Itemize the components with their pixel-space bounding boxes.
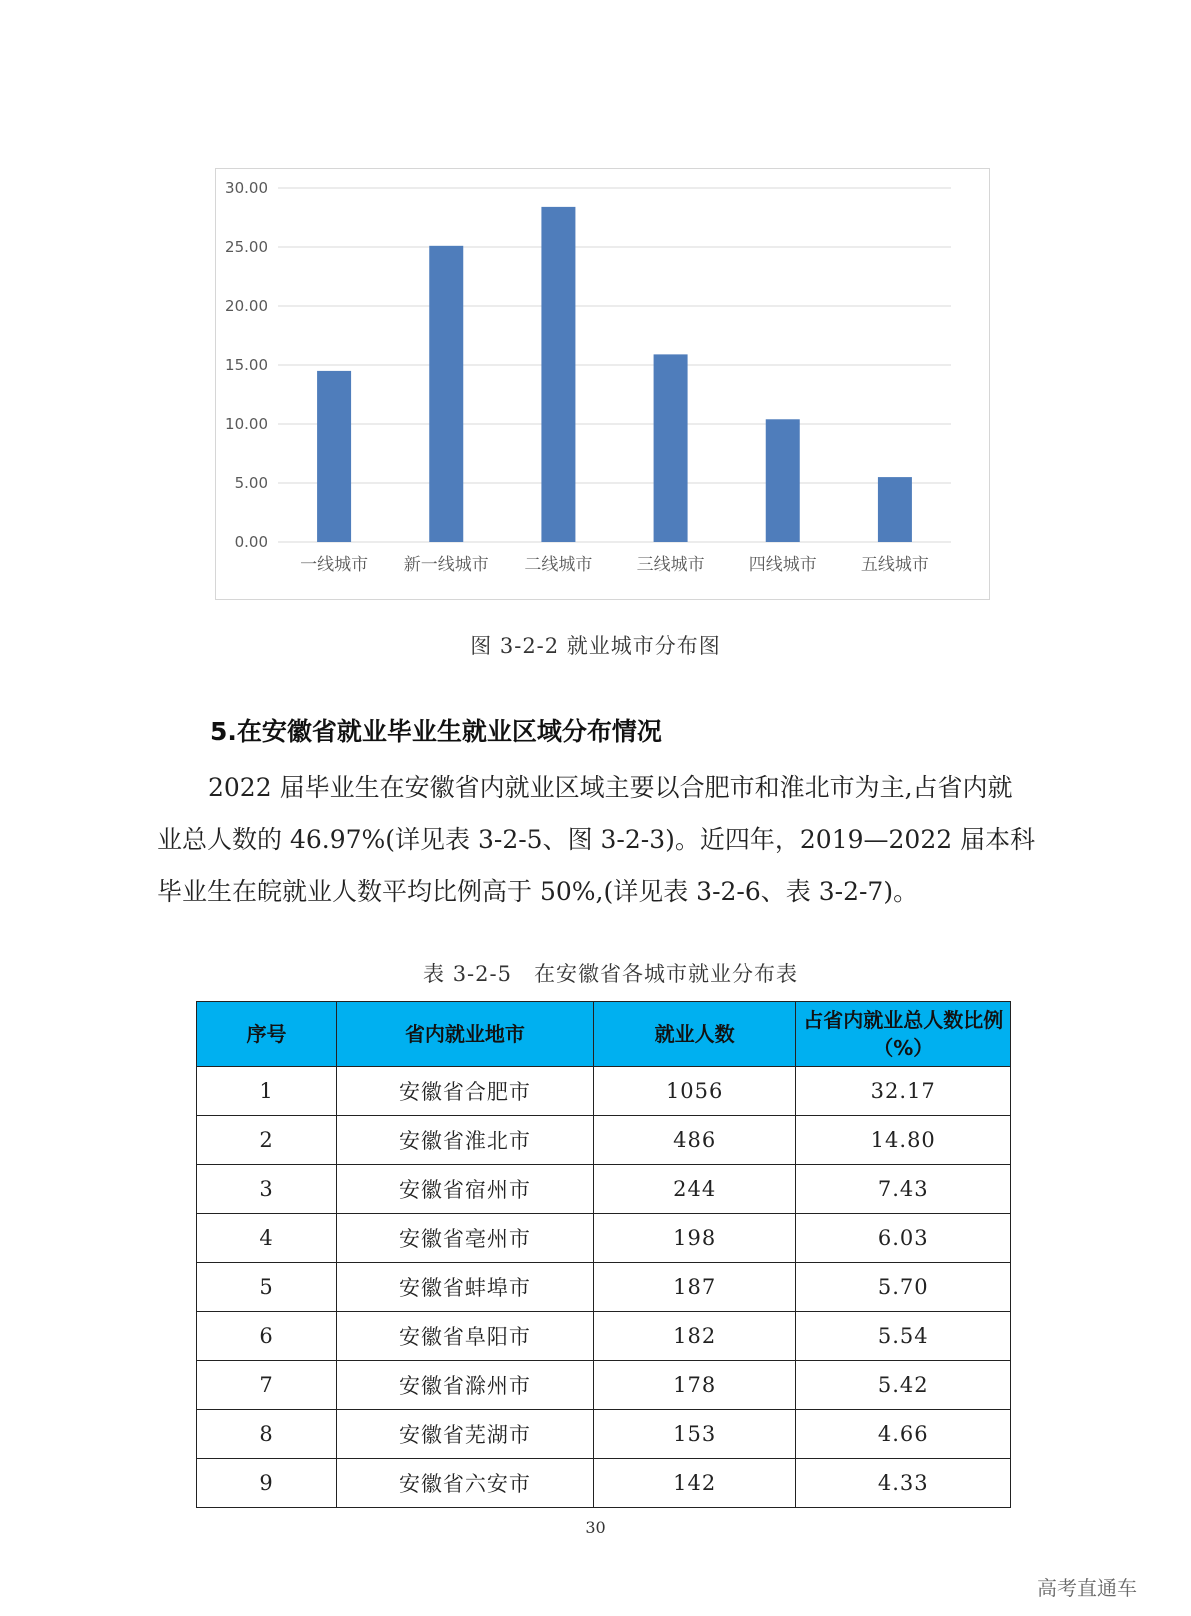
table-row xyxy=(197,1116,1011,1165)
cell-index: 6 xyxy=(197,1312,337,1361)
page-number: 30 xyxy=(585,1518,606,1537)
cell-city: 安徽省芜湖市 xyxy=(337,1410,594,1459)
table-row xyxy=(197,1361,1011,1410)
bar-chart xyxy=(215,168,990,600)
body-paragraph: 2022 届毕业生在安徽省内就业区域主要以合肥市和淮北市为主,占省内就业总人数的 46.97%(详见表 3-2-5、图 3-2-3)。近四年，2019—2022 届本科毕业生在皖就业人数平均比例高于 50%,(详见表 3-2-6、表 3-2-7)。 xyxy=(157,773,1036,906)
cell-index: 8 xyxy=(197,1410,337,1459)
header-ratio: 占省内就业总人数比例（%） xyxy=(796,1002,1011,1067)
cell-count: 1056 xyxy=(593,1067,796,1116)
cell-ratio: 4.66 xyxy=(796,1410,1011,1459)
distribution-table xyxy=(196,1001,1011,1508)
cell-count: 244 xyxy=(593,1165,796,1214)
cell-ratio: 14.80 xyxy=(796,1116,1011,1165)
table-row xyxy=(197,1312,1011,1361)
bar xyxy=(766,419,800,542)
cell-index: 9 xyxy=(197,1459,337,1508)
table-row xyxy=(197,1263,1011,1312)
x-category-label: 四线城市 xyxy=(748,555,817,575)
cell-ratio: 7.43 xyxy=(796,1165,1011,1214)
cell-count: 198 xyxy=(593,1214,796,1263)
cell-city: 安徽省蚌埠市 xyxy=(337,1263,594,1312)
cell-ratio: 5.42 xyxy=(796,1361,1011,1410)
watermark: 高考直通车 xyxy=(1037,1576,1137,1600)
table-header-row xyxy=(197,1002,1011,1067)
header-index: 序号 xyxy=(197,1002,337,1067)
x-category-label: 一线城市 xyxy=(300,555,369,575)
y-tick-label: 0.00 xyxy=(234,533,268,551)
cell-ratio: 32.17 xyxy=(796,1067,1011,1116)
cell-ratio: 5.54 xyxy=(796,1312,1011,1361)
cell-count: 187 xyxy=(593,1263,796,1312)
x-category-label: 三线城市 xyxy=(636,555,705,575)
section-heading: 5.在安徽省就业毕业生就业区域分布情况 xyxy=(210,717,662,746)
table-caption: 表 3-2-5 在安徽省各城市就业分布表 xyxy=(423,962,798,986)
bar xyxy=(541,207,575,542)
table-row xyxy=(197,1165,1011,1214)
table-row xyxy=(197,1459,1011,1508)
cell-index: 4 xyxy=(197,1214,337,1263)
x-category-label: 新一线城市 xyxy=(403,555,489,575)
y-tick-label: 25.00 xyxy=(225,238,268,256)
cell-city: 安徽省亳州市 xyxy=(337,1214,594,1263)
cell-count: 182 xyxy=(593,1312,796,1361)
y-tick-label: 20.00 xyxy=(225,297,268,315)
figure-caption: 图 3-2-2 就业城市分布图 xyxy=(470,634,721,658)
chart-svg xyxy=(216,169,991,601)
cell-ratio: 5.70 xyxy=(796,1263,1011,1312)
bar xyxy=(429,246,463,542)
bar xyxy=(317,371,351,542)
cell-city: 安徽省滁州市 xyxy=(337,1361,594,1410)
bar xyxy=(878,477,912,542)
y-tick-label: 30.00 xyxy=(225,179,268,197)
cell-count: 153 xyxy=(593,1410,796,1459)
table-row xyxy=(197,1410,1011,1459)
cell-index: 7 xyxy=(197,1361,337,1410)
cell-count: 178 xyxy=(593,1361,796,1410)
cell-index: 2 xyxy=(197,1116,337,1165)
x-category-label: 五线城市 xyxy=(860,555,929,575)
y-tick-label: 15.00 xyxy=(225,356,268,374)
cell-ratio: 6.03 xyxy=(796,1214,1011,1263)
table-row xyxy=(197,1214,1011,1263)
cell-index: 3 xyxy=(197,1165,337,1214)
cell-city: 安徽省淮北市 xyxy=(337,1116,594,1165)
y-tick-label: 10.00 xyxy=(225,415,268,433)
table-row xyxy=(197,1067,1011,1116)
y-tick-label: 5.00 xyxy=(234,474,268,492)
header-city: 省内就业地市 xyxy=(337,1002,594,1067)
cell-city: 安徽省阜阳市 xyxy=(337,1312,594,1361)
cell-ratio: 4.33 xyxy=(796,1459,1011,1508)
cell-index: 5 xyxy=(197,1263,337,1312)
header-count: 就业人数 xyxy=(593,1002,796,1067)
cell-city: 安徽省六安市 xyxy=(337,1459,594,1508)
cell-city: 安徽省合肥市 xyxy=(337,1067,594,1116)
cell-city: 安徽省宿州市 xyxy=(337,1165,594,1214)
cell-count: 486 xyxy=(593,1116,796,1165)
bar xyxy=(654,354,688,542)
x-category-label: 二线城市 xyxy=(524,555,593,575)
cell-index: 1 xyxy=(197,1067,337,1116)
cell-count: 142 xyxy=(593,1459,796,1508)
